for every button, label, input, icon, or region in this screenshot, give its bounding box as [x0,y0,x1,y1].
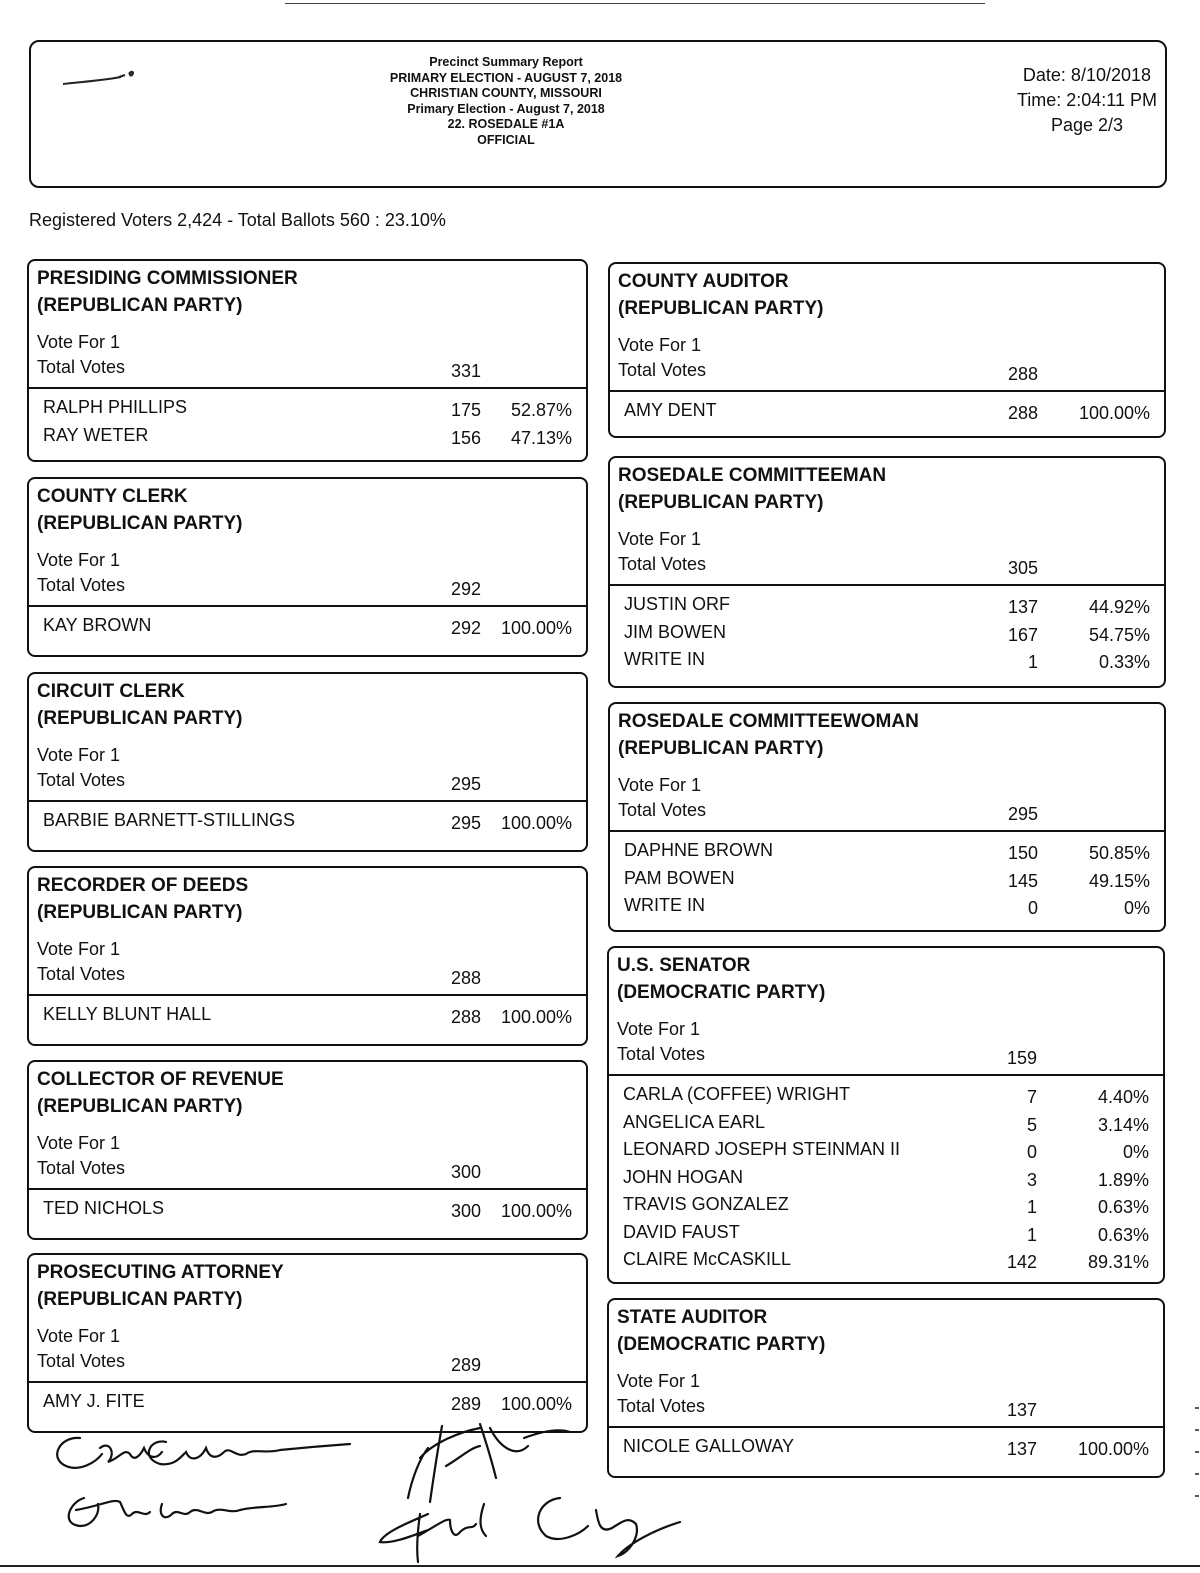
race-party: (REPUBLICAN PARTY) [37,1096,243,1117]
race-office: CIRCUIT CLERK [37,681,185,702]
total-votes-label: Total Votes [37,1351,126,1371]
race-box [607,946,1165,1284]
candidate-votes: 300 [450,1201,481,1221]
race-divider [29,800,586,802]
candidate-votes: 1 [1026,1197,1037,1217]
vote-for-label: Vote For 1 [618,335,702,355]
race-office: PRESIDING COMMISSIONER [37,268,298,289]
candidate-row [43,615,572,643]
candidate-name: JIM BOWEN [624,621,726,642]
race-party: (REPUBLICAN PARTY) [37,513,243,534]
candidate-votes: 288 [450,1007,481,1027]
candidate-votes: 175 [450,400,481,420]
race-party: (DEMOCRATIC PARTY) [617,1334,826,1355]
race-title [617,952,825,1006]
candidate-percent: 0.63% [1097,1197,1149,1217]
report-title-line: Precinct Summary Report [429,55,583,69]
candidate-name: RAY WETER [43,424,149,445]
candidate-percent: 44.92% [1088,597,1150,617]
total-votes-label: Total Votes [37,770,126,790]
race-office: ROSEDALE COMMITTEEWOMAN [618,711,919,732]
candidate-row [624,868,1150,896]
candidate-row [623,1139,1149,1167]
report-title-line: PRIMARY ELECTION - AUGUST 7, 2018 [389,70,623,85]
race-box [27,477,588,657]
candidate-name: LEONARD JOSEPH STEINMAN II [623,1139,901,1159]
vote-for-label: Vote For 1 [37,745,121,765]
candidate-name: TRAVIS GONZALEZ [623,1194,789,1214]
candidate-percent: 100.00% [500,1394,572,1414]
race-title [618,268,823,322]
race-divider [29,605,586,607]
race-box [608,262,1166,438]
candidate-votes: 137 [1007,597,1038,617]
race-office: ROSEDALE COMMITTEEMAN [618,465,887,486]
vote-for-label: Vote For 1 [618,775,702,795]
candidate-name: BARBIE BARNETT-STILLINGS [43,810,296,830]
candidate-percent: 50.85% [1088,843,1150,863]
candidate-votes: 137 [1006,1439,1037,1459]
candidate-percent: 0% [1122,1142,1149,1162]
race-box [27,866,588,1046]
report-date: Date: 8/10/2018 [1022,65,1152,85]
candidate-percent: 0.63% [1097,1224,1149,1245]
candidate-row [623,1167,1149,1195]
total-votes-label: Total Votes [617,1396,706,1416]
page-number: Page 2/3 [1050,115,1123,135]
race-party: (REPUBLICAN PARTY) [618,492,824,513]
race-divider [29,1381,586,1383]
scribble-mark-icon [59,60,149,90]
total-votes-label: Total Votes [617,1044,706,1064]
vote-for-label: Vote For 1 [618,529,702,549]
total-votes-value: 137 [1006,1400,1037,1420]
race-office: RECORDER OF DEEDS [37,875,249,896]
race-office: PROSECUTING ATTORNEY [37,1262,284,1283]
candidate-percent: 100.00% [500,1007,572,1027]
race-office: COUNTY CLERK [37,486,188,507]
candidate-row [43,1391,572,1419]
race-box [608,456,1166,688]
candidate-row [624,649,1150,677]
candidate-votes: 3 [1026,1169,1037,1190]
vote-for-label: Vote For 1 [37,332,121,352]
race-box [27,259,588,462]
candidate-percent: 0.33% [1098,652,1150,672]
candidate-percent: 0% [1123,898,1150,918]
candidate-name: NICOLE GALLOWAY [623,1436,795,1456]
report-title-line: 22. ROSEDALE #1A [447,117,565,132]
candidate-percent: 100.00% [500,1201,572,1221]
candidate-name: JOHN HOGAN [623,1166,744,1187]
total-votes-value: 288 [450,968,481,988]
candidate-row [43,1198,572,1226]
race-title [617,1304,825,1358]
candidate-name: WRITE IN [624,895,705,915]
candidate-votes: 288 [1007,403,1038,423]
candidate-row [624,594,1150,622]
race-divider [29,387,586,389]
race-party: (REPUBLICAN PARTY) [37,1289,243,1310]
vote-for-label: Vote For 1 [37,1326,121,1346]
race-title [37,265,298,319]
report-title-line: OFFICIAL [477,132,535,147]
report-title-line: CHRISTIAN COUNTY, MISSOURI [410,86,602,101]
candidate-row [623,1436,1149,1464]
candidate-name: PAM BOWEN [624,867,735,888]
candidate-name: ANGELICA EARL [623,1111,766,1132]
report-title-line: Primary Election - August 7, 2018 [407,101,605,116]
total-votes-value: 305 [1007,558,1038,578]
race-party: (REPUBLICAN PARTY) [37,708,243,729]
total-votes-label: Total Votes [37,1158,126,1178]
candidate-votes: 0 [1026,1142,1037,1162]
race-divider [610,584,1164,586]
candidate-percent: 100.00% [1077,1439,1149,1459]
candidate-votes: 289 [450,1394,481,1414]
edge-mark-icon [1194,1400,1200,1520]
candidate-row [624,400,1150,428]
total-votes-value: 295 [1007,804,1038,824]
candidate-row [623,1249,1149,1277]
race-party: (REPUBLICAN PARTY) [37,295,243,316]
candidate-percent: 1.89% [1097,1169,1149,1190]
candidate-percent: 54.75% [1088,624,1150,645]
race-office: STATE AUDITOR [617,1307,768,1328]
candidate-name: CLAIRE McCASKILL [623,1249,792,1269]
race-title [618,708,919,762]
top-rule [285,3,985,4]
candidate-percent: 3.14% [1097,1114,1149,1135]
candidate-votes: 1 [1026,1224,1037,1245]
registered-voters-summary: Registered Voters 2,424 - Total Ballots 560 : 23.10% [29,210,446,230]
candidate-votes: 145 [1007,870,1038,891]
race-divider [29,1188,586,1190]
vote-for-label: Vote For 1 [37,1133,121,1153]
candidate-percent: 100.00% [500,813,572,833]
race-title [618,462,886,516]
report-time: Time: 2:04:11 PM [1016,90,1157,110]
candidate-percent: 4.40% [1097,1087,1149,1107]
race-title [37,483,242,537]
candidate-votes: 1 [1027,652,1038,672]
race-box [608,702,1166,932]
race-divider [29,994,586,996]
race-office: COUNTY AUDITOR [618,271,789,292]
candidate-row [623,1084,1149,1112]
candidate-name: CARLA (COFFEE) WRIGHT [623,1084,851,1104]
race-party: (REPUBLICAN PARTY) [618,738,824,759]
candidate-votes: 295 [450,813,481,833]
candidate-row [43,397,572,425]
total-votes-value: 292 [450,579,481,599]
candidate-row [43,1004,572,1032]
report-title-block [311,55,701,149]
total-votes-label: Total Votes [618,360,707,380]
total-votes-value: 331 [450,361,481,381]
candidate-percent: 49.15% [1088,870,1150,891]
candidate-name: KAY BROWN [43,615,152,635]
race-office: COLLECTOR OF REVENUE [37,1069,284,1090]
race-party: (REPUBLICAN PARTY) [618,298,824,319]
race-title [37,1259,284,1313]
candidate-name: RALPH PHILLIPS [43,397,188,417]
candidate-votes: 0 [1027,898,1038,918]
candidate-percent: 47.13% [510,427,572,448]
candidate-votes: 167 [1007,624,1038,645]
race-office: U.S. SENATOR [617,955,751,976]
total-votes-label: Total Votes [37,964,126,984]
total-votes-value: 295 [450,774,481,794]
race-party: (DEMOCRATIC PARTY) [617,982,826,1003]
candidate-name: KELLY BLUNT HALL [43,1004,212,1024]
candidate-votes: 142 [1006,1252,1037,1272]
total-votes-value: 288 [1007,364,1038,384]
race-title [37,1066,284,1120]
candidate-row [624,895,1150,923]
report-meta [1017,63,1157,138]
candidate-votes: 156 [450,427,481,448]
total-votes-value: 289 [450,1355,481,1375]
total-votes-label: Total Votes [37,575,126,595]
candidate-row [624,840,1150,868]
race-divider [609,1074,1163,1076]
total-votes-label: Total Votes [37,357,126,377]
race-box [27,672,588,852]
race-divider [610,390,1164,392]
candidate-name: JUSTIN ORF [624,594,730,614]
candidate-row [623,1222,1149,1250]
candidate-percent: 100.00% [500,618,572,638]
candidate-row [623,1112,1149,1140]
candidate-percent: 89.31% [1087,1252,1149,1272]
candidate-name: AMY J. FITE [43,1391,145,1411]
candidate-name: DAVID FAUST [623,1221,740,1242]
total-votes-label: Total Votes [618,800,707,820]
race-title [37,678,242,732]
candidate-percent: 100.00% [1078,403,1150,423]
vote-for-label: Vote For 1 [617,1019,701,1039]
vote-for-label: Vote For 1 [37,939,121,959]
candidate-row [624,622,1150,650]
candidate-name: TED NICHOLS [43,1198,165,1218]
race-title [37,872,248,926]
candidate-votes: 292 [450,618,481,638]
candidate-votes: 150 [1007,843,1038,863]
candidate-row [43,425,572,453]
candidate-name: AMY DENT [624,400,717,420]
candidate-votes: 5 [1026,1114,1037,1135]
total-votes-value: 300 [450,1162,481,1182]
race-divider [610,830,1164,832]
race-box [27,1253,588,1433]
report-header [29,40,1167,188]
total-votes-label: Total Votes [618,554,707,574]
bottom-rule [0,1565,1200,1567]
vote-for-label: Vote For 1 [617,1371,701,1391]
candidate-name: WRITE IN [624,649,705,669]
signature-image [40,1418,700,1568]
total-votes-value: 159 [1006,1048,1037,1068]
candidate-name: DAPHNE BROWN [624,840,774,860]
candidate-percent: 52.87% [510,400,572,420]
candidate-row [43,810,572,838]
race-box [27,1060,588,1240]
vote-for-label: Vote For 1 [37,550,121,570]
race-party: (REPUBLICAN PARTY) [37,902,243,923]
candidate-row [623,1194,1149,1222]
candidate-votes: 7 [1026,1087,1037,1107]
